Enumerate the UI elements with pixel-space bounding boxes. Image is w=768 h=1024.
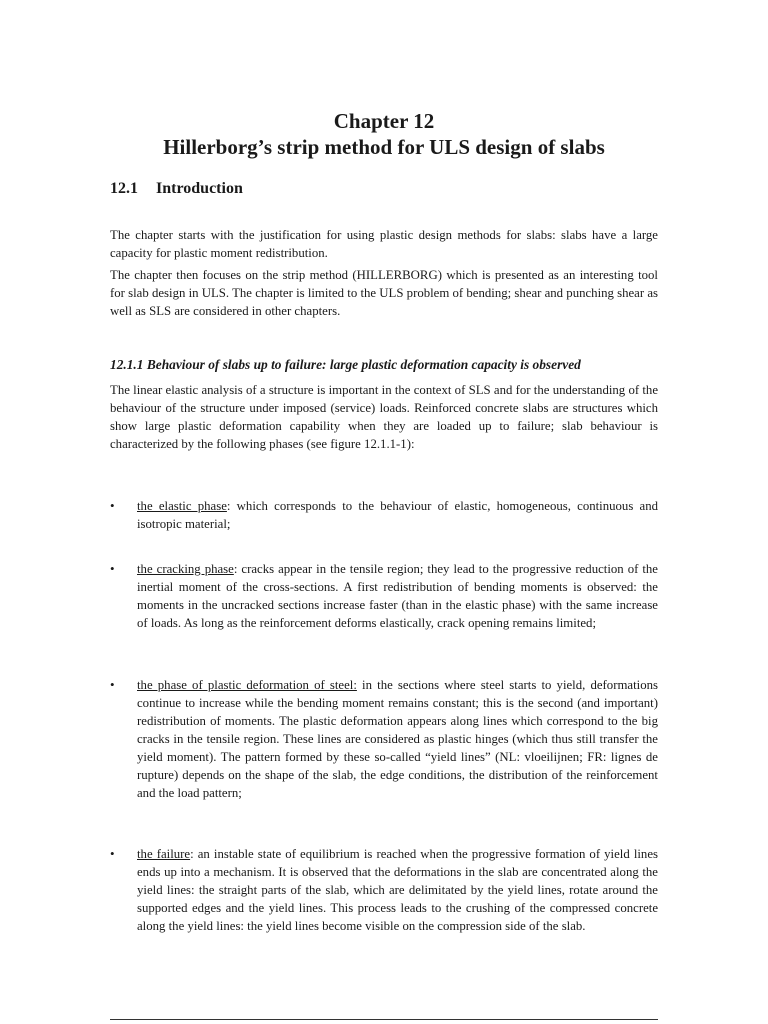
intro-paragraph-2: The chapter then focuses on the strip method (HILLERBORG) which is presented as an interesting tool for slab design in ULS. The chapter is limited to the ULS problem of bending; shear and punching shear as well as SLS are considered in other chapters. xyxy=(110,268,658,318)
chapter-title xyxy=(110,108,658,160)
list-item-text xyxy=(137,845,658,935)
list-item-text xyxy=(137,497,658,533)
list-item-text xyxy=(137,676,658,802)
list-item-term: the elastic phase xyxy=(137,499,227,513)
bullet-marker: • xyxy=(110,561,115,576)
list-item-term: the phase of plastic deformation of steel: xyxy=(137,678,357,692)
list-item-description: in the sections where steel starts to yield, deformations continue to increase while the bending moment remains constant; this is the second (and important) redistribution of moments. The plastic deformation appears along lines which correspond to the big cracks in the tensile region. These lines are considered as plastic hinges (which thus still transfer the yield moment). The pattern formed by these so-called “yield lines” (NL: vloeilijnen; FR: lignes de rupture) depends on the shape of the slab, the edge conditions, the distribution of the reinforcement and the load pattern; xyxy=(137,678,658,800)
section-heading xyxy=(110,179,243,199)
list-item-text xyxy=(137,560,658,632)
document-page xyxy=(110,0,658,1024)
list-item-term: the failure xyxy=(137,847,191,861)
subsection-heading: 12.1.1 Behaviour of slabs up to failure: large plastic deformation capacity is observed xyxy=(110,357,581,372)
section-title: Introduction xyxy=(156,180,243,197)
list-item-description: : an instable state of equilibrium is reached when the progressive formation of yield lines ends up into a mechanism. It is observed that the deformations in the slab are concentrated along the yield lines: the straight parts of the slab, which are delimitated by the yield lines, rotate around the supported edges and the yield lines. This process leads to the crushing of the compressed concrete along the yield lines: the yield lines become visible on the compression side of the slab. xyxy=(137,847,658,933)
list-item-description: : cracks appear in the tensile region; they lead to the progressive reduction of the inertial moment of the cross-sections. A first redistribution of bending moments is observed: the moments in the uncracked sections increase faster (than in the elastic phase) with the same increase of loads. As long as the reinforcement deforms elastically, crack opening remains limited; xyxy=(137,562,658,630)
list-item-term: the cracking phase xyxy=(137,562,234,576)
chapter-name: Hillerborg’s strip method for ULS design of slabs xyxy=(163,135,605,159)
bullet-marker: • xyxy=(110,677,115,692)
bullet-marker: • xyxy=(110,846,115,861)
intro-paragraph-1: The chapter starts with the justification for using plastic design methods for slabs: slabs have a large capacity for plastic moment redistribution. xyxy=(110,228,658,260)
section-number: 12.1 xyxy=(110,180,138,197)
footer-divider xyxy=(110,1019,658,1020)
subsection-intro-paragraph: The linear elastic analysis of a structure is important in the context of SLS and for the understanding of the behaviour of the structure under imposed (service) loads. Reinforced concrete slabs are structures which show large plastic deformation capability when they are loaded up to failure; slab behaviour is characterized by the following phases (see figure 12.1.1-1): xyxy=(110,383,658,451)
bullet-marker: • xyxy=(110,498,115,513)
chapter-number: Chapter 12 xyxy=(333,109,435,133)
list-item-description: : which corresponds to the behaviour of elastic, homogeneous, continuous and isotropic material; xyxy=(137,499,658,531)
